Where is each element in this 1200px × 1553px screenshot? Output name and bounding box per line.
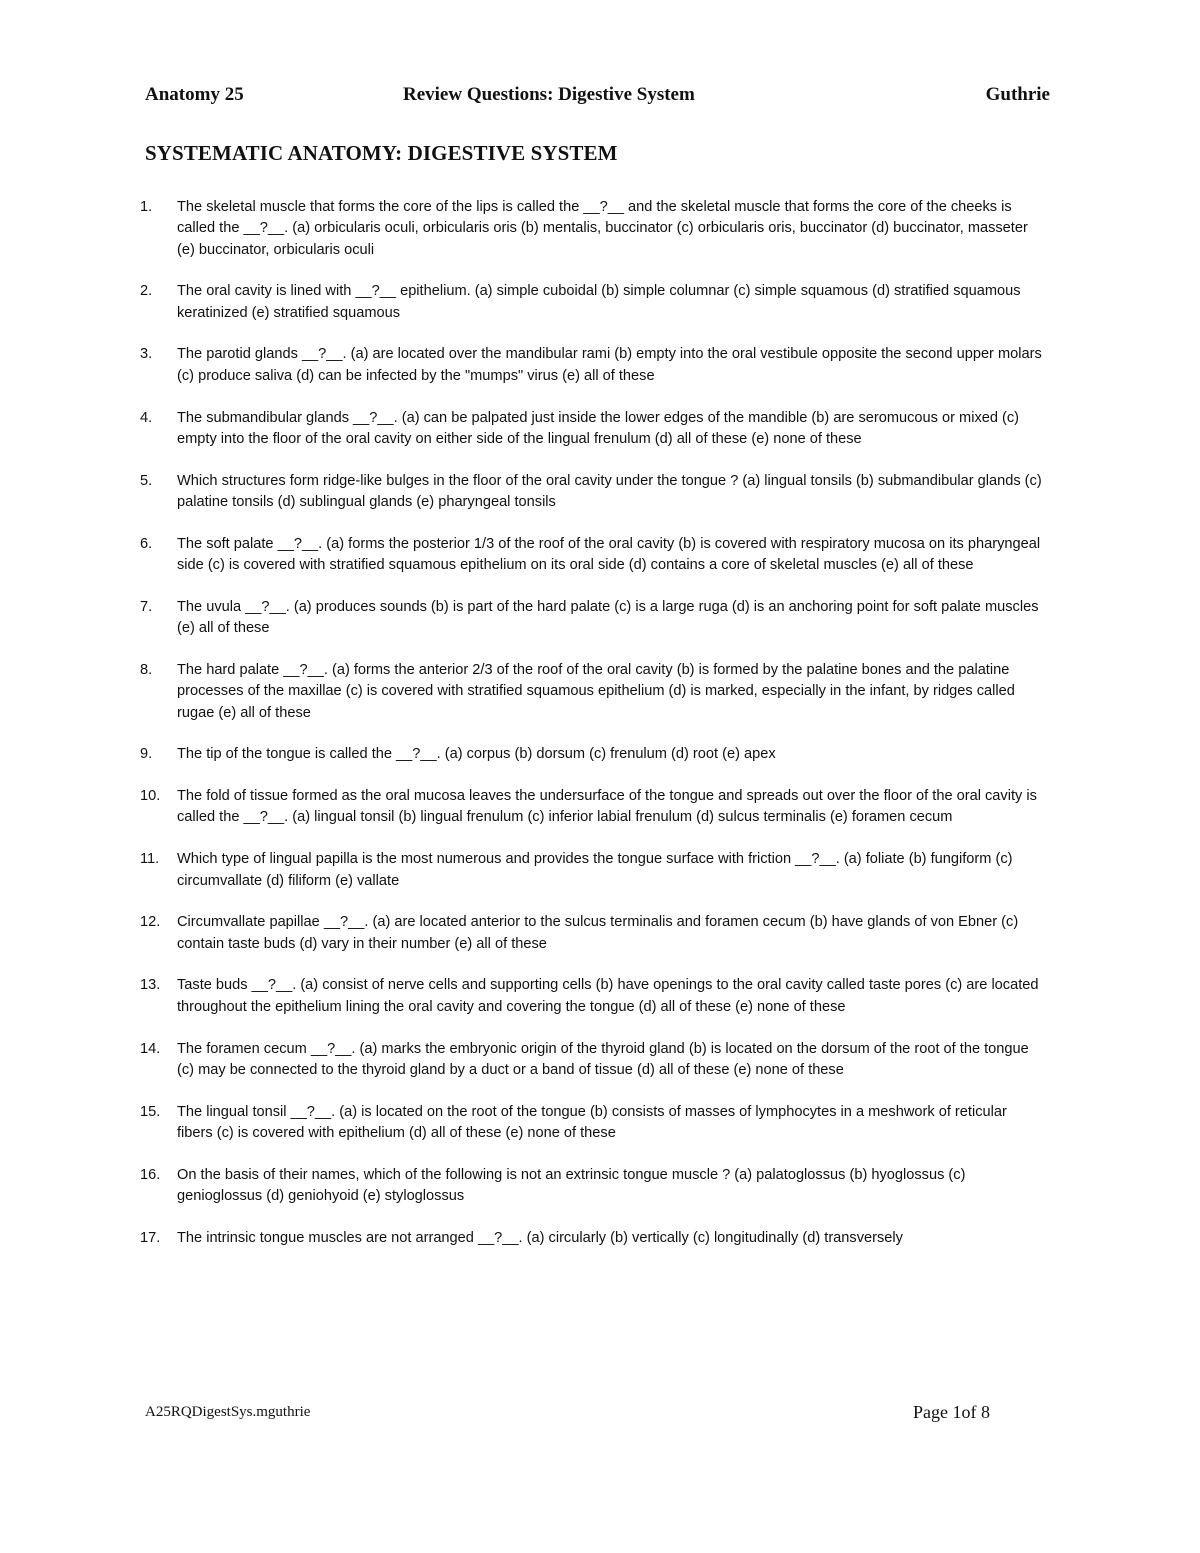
question-item [140,1039,1045,1082]
question-number: 7. [140,598,153,615]
question-text: Which structures form ridge-like bulges in the floor of the oral cavity under the tongue ? (a) lingual tonsils (b) submandibular glands (c) palatine tonsils (d) sublingual glands (e) pharyngeal tonsils [177,472,1042,510]
question-text: The foramen cecum __?__. (a) marks the embryonic origin of the thyroid gland (b) is located on the dorsum of the root of the tongue (c) may be connected to the thyroid gland by a duct or a band of tissue (d) all of these (e) none of these [177,1040,1029,1078]
page-footer [145,1402,990,1426]
page-number: Page 1of 8 [913,1402,990,1422]
question-text: The lingual tonsil __?__. (a) is located on the root of the tongue (b) consists of masses of lymphocytes in a meshwork of reticular fibers (c) is covered with epithelium (d) all of these (e) none of these [177,1103,1007,1141]
question-item [140,471,1045,514]
question-text: The intrinsic tongue muscles are not arranged __?__. (a) circularly (b) vertically (c) longitudinally (d) transversely [177,1229,903,1246]
question-text: Which type of lingual papilla is the most numerous and provides the tongue surface with friction __?__. (a) foliate (b) fungiform (c) circumvallate (d) filiform (e) vallate [177,851,1013,889]
question-item [140,534,1045,577]
question-item [140,1102,1045,1145]
question-item [140,597,1045,640]
question-number: 12. [140,914,161,931]
question-number: 10. [140,788,161,805]
question-number: 3. [140,346,153,363]
question-text: The soft palate __?__. (a) forms the posterior 1/3 of the roof of the oral cavity (b) is covered with respiratory mucosa on its pharyngeal side (c) is covered with stratified squamous epithelium on its oral side (d) contains a core of skeletal muscles (e) all of these [177,535,1041,574]
question-number: 13. [140,977,161,994]
question-number: 6. [140,535,153,552]
question-number: 11. [140,851,160,868]
question-number: 17. [140,1229,161,1246]
question-item [140,1228,1045,1249]
page-title: SYSTEMATIC ANATOMY: DIGESTIVE SYSTEM [145,141,618,165]
question-item [140,786,1045,829]
question-item [140,281,1045,324]
footer-filename: A25RQDigestSys.mguthrie [145,1404,311,1420]
question-number: 14. [140,1040,161,1057]
question-number: 16. [140,1166,161,1183]
question-number: 8. [140,661,153,678]
header-document-title: Review Questions: Digestive System [403,84,695,105]
question-text: The uvula __?__. (a) produces sounds (b) is part of the hard palate (c) is a large ruga (d) is an anchoring point for soft palate muscles (e) all of these [177,598,1039,637]
question-item [140,744,1045,765]
question-number: 9. [140,746,153,763]
page-header [145,84,1050,110]
question-text: The hard palate __?__. (a) forms the anterior 2/3 of the roof of the oral cavity (b) is formed by the palatine bones and the palatine processes of the maxillae (c) is covered with stratified squamous epithelium (d) is marked, especially in the infant, by ridges called rugae (e) all of these [177,661,1015,721]
question-text: On the basis of their names, which of the following is not an extrinsic tongue muscle ? (a) palatoglossus (b) hyoglossus (c) genioglossus (d) geniohyoid (e) styloglossus [177,1166,966,1204]
question-item [140,1165,1045,1208]
question-number: 4. [140,409,153,426]
question-item [140,344,1045,387]
question-text: The parotid glands __?__. (a) are located over the mandibular rami (b) empty into the oral vestibule opposite the second upper molars (c) produce saliva (d) can be infected by the "mumps" virus (e) all of these [177,346,1042,384]
question-number: 2. [140,283,153,300]
question-text: Circumvallate papillae __?__. (a) are located anterior to the sulcus terminalis and foramen cecum (b) have glands of von Ebner (c) contain taste buds (d) vary in their number (e) all of these [177,914,1019,952]
question-number: 1. [140,199,153,215]
header-author: Guthrie [985,84,1050,105]
question-text: The fold of tissue formed as the oral mucosa leaves the undersurface of the tongue and spreads out over the floor of the oral cavity is called the __?__. (a) lingual tonsil (b) lingual frenulum (c) inferior labial frenulum (d) sulcus terminalis (e) foramen cecum [177,788,1037,826]
question-item [140,849,1045,892]
question-number: 5. [140,472,153,489]
question-item [140,912,1045,955]
question-item [140,408,1045,451]
header-course: Anatomy 25 [145,84,244,105]
question-text: The tip of the tongue is called the __?__. (a) corpus (b) dorsum (c) frenulum (d) root (e) apex [177,746,776,763]
question-number: 15. [140,1103,161,1120]
question-item [140,197,1045,261]
question-item [140,975,1045,1018]
question-text: Taste buds __?__. (a) consist of nerve cells and supporting cells (b) have openings to the oral cavity called taste pores (c) are located throughout the epithelium lining the oral cavity and covering the tongue (d) all of these (e) none of these [177,977,1039,1015]
question-item [140,660,1045,724]
question-list [140,197,1045,1270]
question-text: The skeletal muscle that forms the core of the lips is called the __?__ and the skeletal muscle that forms the core of the cheeks is called the __?__. (a) orbicularis oculi, orbicularis oris (b) mentalis, buccinator (c) orbicularis oris, buccinator (d) buccinator, masseter (e) buccinator, orbicularis oculi [177,199,1028,258]
question-text: The oral cavity is lined with __?__ epithelium. (a) simple cuboidal (b) simple columnar (c) simple squamous (d) stratified squamous keratinized (e) stratified squamous [177,283,1021,321]
question-text: The submandibular glands __?__. (a) can be palpated just inside the lower edges of the mandible (b) are seromucous or mixed (c) empty into the floor of the oral cavity on either side of the lingual frenulum (d) all of these (e) none of these [177,409,1020,447]
